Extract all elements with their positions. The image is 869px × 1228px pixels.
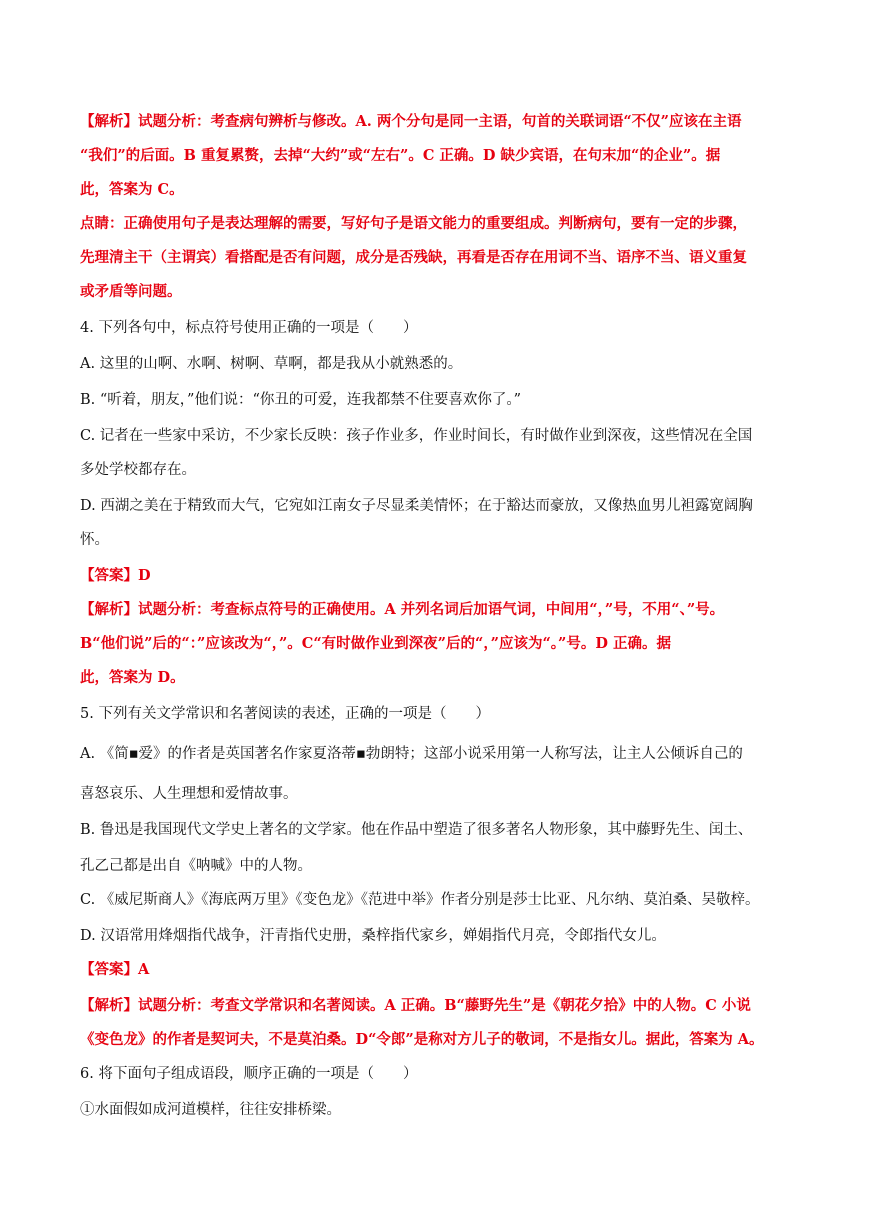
answer-q5: 【答案】A	[80, 961, 150, 978]
analysis-q3-line-2: “我们”的后面。B 重复累赘，去掉“大约”或“左右”。C 正确。D 缺少宾语，在句末加“的企业”。据	[80, 147, 721, 164]
question-5-option-b-line-1: B. 鲁迅是我国现代文学史上著名的文学家。他在作品中塑造了很多著名人物形象，其中藤野先生、闰土、	[80, 822, 753, 838]
answer-q4: 【答案】D	[80, 567, 151, 584]
question-5-option-d: D. 汉语常用烽烟指代战争，汗青指代史册，桑梓指代家乡，婵娟指代月亮，令郎指代女儿。	[80, 928, 666, 944]
question-4-stem: 4. 下列各句中，标点符号使用正确的一项是（ ）	[80, 320, 418, 336]
question-6-sentence-1: ①水面假如成河道模样，往往安排桥梁。	[80, 1102, 341, 1118]
tip-q3-line-2: 先理清主干（主谓宾）看搭配是否有问题，成分是否残缺，再看是否存在用词不当、语序不当、语义重复	[80, 249, 747, 266]
question-4-option-d-line-1: D. 西湖之美在于精致而大气，它宛如江南女子尽显柔美情怀；在于豁达而豪放，又像热血男儿袒露宽阔胸	[80, 498, 753, 514]
analysis-q4-line-2: B“他们说”后的“：”应该改为“，”。C“有时做作业到深夜”后的“，”应该为“。”号。D 正确。据	[80, 635, 671, 652]
tip-q3-line-1: 点睛：正确使用句子是表达理解的需要，写好句子是语文能力的重要组成。判断病句，要有一定的步骤，	[80, 215, 747, 232]
analysis-q5-line-1: 【解析】试题分析：考查文学常识和名著阅读。A 正确。B“藤野先生”是《朝花夕拾》中的人物。C 小说	[80, 997, 751, 1014]
analysis-q4-line-3: 此，答案为 D。	[80, 669, 185, 686]
analysis-q4-line-1: 【解析】试题分析：考查标点符号的正确使用。A 并列名词后加语气词，中间用“，”号，不用“、”号。	[80, 601, 725, 618]
tip-q3-line-3: 或矛盾等问题。	[80, 283, 182, 300]
question-4-option-c-line-2: 多处学校都存在。	[80, 462, 196, 478]
question-5-option-a-line-2: 喜怒哀乐、人生理想和爱情故事。	[80, 786, 298, 802]
question-5-stem: 5. 下列有关文学常识和名著阅读的表述，正确的一项是（ ）	[80, 706, 490, 722]
question-4-option-c-line-1: C. 记者在一些家中采访，不少家长反映：孩子作业多，作业时间长，有时做作业到深夜，这些情况在全国	[80, 428, 753, 444]
question-5-option-c: C. 《威尼斯商人》《海底两万里》《变色龙》《范进中举》作者分别是莎士比亚、凡尔纳、莫泊桑、吴敬梓。	[80, 892, 760, 908]
question-6-stem: 6. 将下面句子组成语段，顺序正确的一项是（ ）	[80, 1066, 418, 1082]
question-5-option-a-line-1: A. 《简▪爱》的作者是英国著名作家夏洛蒂▪勃朗特；这部小说采用第一人称写法，让主人公倾诉自己的	[80, 746, 743, 762]
analysis-q5-line-2: 《变色龙》的作者是契诃夫，不是莫泊桑。D“令郎”是称对方儿子的敬词，不是指女儿。据此，答案为 A。	[80, 1031, 764, 1048]
analysis-q3-line-3: 此，答案为 C。	[80, 181, 184, 198]
question-4-option-d-line-2: 怀。	[80, 532, 109, 548]
analysis-q3-line-1: 【解析】试题分析：考查病句辨析与修改。A. 两个分句是同一主语，句首的关联词语“不仅”应该在主语	[80, 113, 742, 130]
question-4-option-a: A. 这里的山啊、水啊、树啊、草啊，都是我从小就熟悉的。	[80, 356, 463, 372]
question-4-option-b: B. “听着，朋友，”他们说：“你丑的可爱，连我都禁不住要喜欢你了。”	[80, 392, 522, 408]
question-5-option-b-line-2: 孔乙己都是出自《呐喊》中的人物。	[80, 858, 312, 874]
